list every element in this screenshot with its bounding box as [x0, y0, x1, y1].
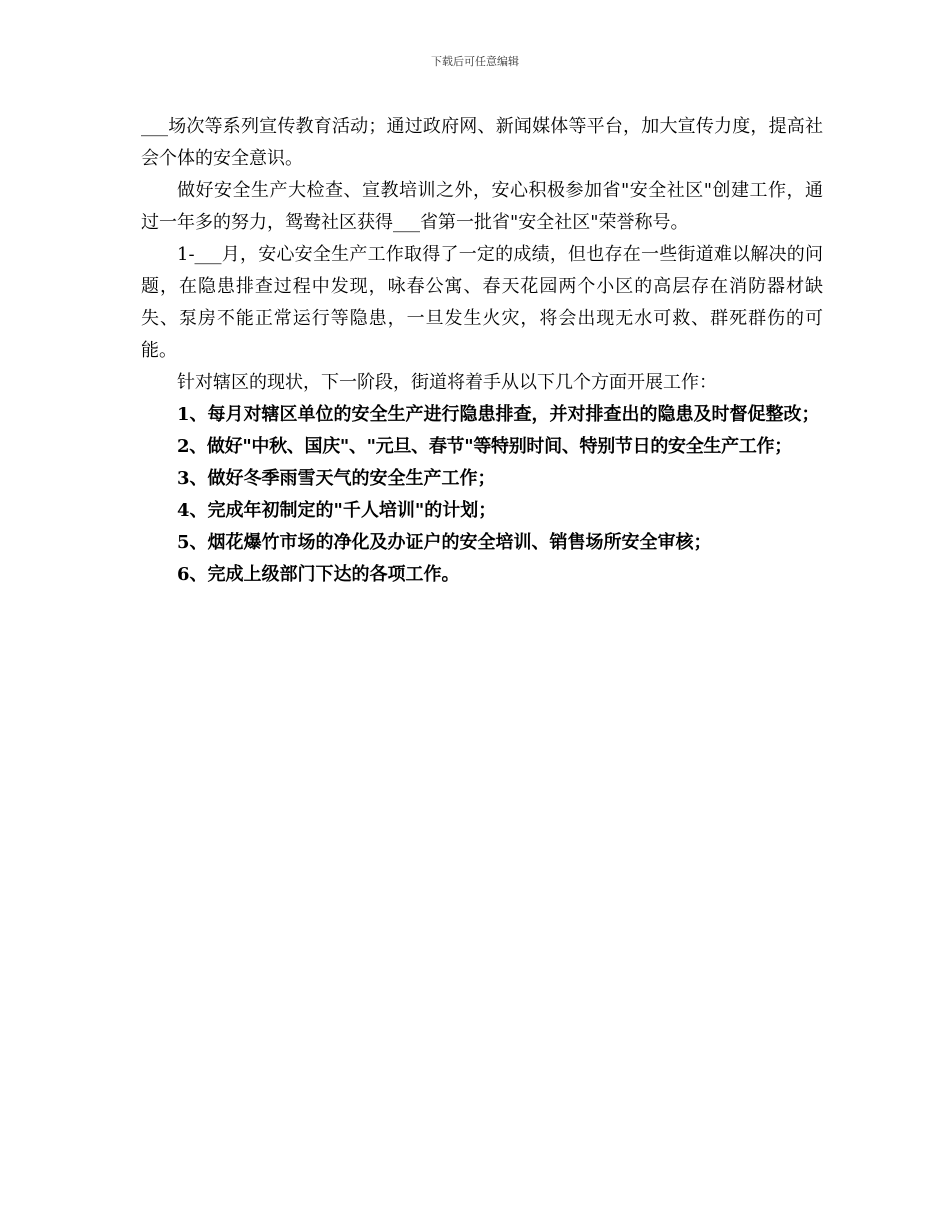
paragraph-problems: 1-___月，安心安全生产工作取得了一定的成绩，但也存在一些街道难以解决的问题，在隐患排查过程中发现，咏春公寓、春天花园两个小区的高层存在消防器材缺失、泵房不能正常运行等隐患，一旦发生火灾，将会出现无水可救、群死群伤的可能。 [141, 244, 823, 361]
document-body [141, 111, 823, 591]
list-item-3: 3、做好冬季雨雪天气的安全生产工作； [177, 468, 496, 489]
list-item-4: 4、完成年初制定的"千人培训"的计划； [177, 500, 497, 521]
list-item-5: 5、烟花爆竹市场的净化及办证户的安全培训、销售场所安全审核； [177, 532, 712, 553]
paragraph-publicity: ___场次等系列宣传教育活动；通过政府网、新闻媒体等平台，加大宣传力度，提高社会个体的安全意识。 [141, 116, 823, 169]
page-header: 下载后可任意编辑 [431, 55, 519, 68]
list-item-6: 6、完成上级部门下达的各项工作。 [177, 564, 460, 585]
list-item-2: 2、做好"中秋、国庆"、"元旦、春节"等特别时间、特别节日的安全生产工作； [177, 436, 792, 457]
list-item-1: 1、每月对辖区单位的安全生产进行隐患排查，并对排查出的隐患及时督促整改； [177, 404, 820, 425]
paragraph-next-steps-intro: 针对辖区的现状，下一阶段，街道将着手从以下几个方面开展工作： [177, 372, 717, 393]
paragraph-safe-community: 做好安全生产大检查、宣教培训之外，安心积极参加省"安全社区"创建工作，通过一年多的努力，鸳鸯社区获得___省第一批省"安全社区"荣誉称号。 [141, 180, 823, 233]
